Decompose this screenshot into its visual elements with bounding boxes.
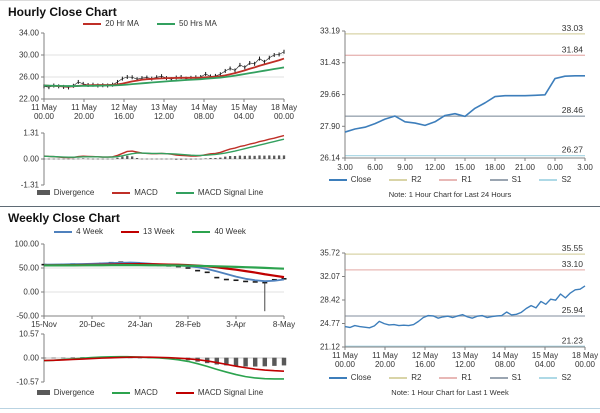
svg-text:50.00: 50.00 — [18, 263, 39, 273]
legend-label: R1 — [461, 373, 472, 382]
legend-line-swatch-icon — [112, 192, 130, 194]
hourly-price-chart — [0, 26, 300, 126]
svg-text:20.00: 20.00 — [374, 360, 396, 369]
legend-item-s1 — [490, 373, 522, 382]
legend-label: MACD Signal Line — [197, 188, 264, 197]
svg-text:11 May: 11 May — [372, 351, 398, 360]
svg-text:25.94: 25.94 — [561, 304, 583, 315]
legend-bar-swatch-icon — [37, 390, 50, 395]
legend-line-swatch-icon — [157, 23, 175, 25]
weekly-note: Note: 1 Hour Chart for Last 1 Week — [391, 388, 509, 397]
legend-line-swatch-icon — [176, 192, 194, 194]
legend-label: 40 Week — [214, 227, 246, 236]
day-close-chart — [300, 24, 600, 176]
legend-line-swatch-icon — [490, 377, 508, 379]
svg-text:18 May: 18 May — [571, 351, 599, 360]
svg-text:21.23: 21.23 — [561, 335, 583, 346]
svg-text:00.00: 00.00 — [273, 112, 295, 121]
legend-line-swatch-icon — [389, 179, 407, 181]
legend-label: MACD Signal Line — [197, 388, 264, 397]
top-border — [0, 0, 600, 1]
svg-text:0.00: 0.00 — [23, 154, 39, 164]
svg-text:26.27: 26.27 — [561, 144, 583, 155]
legend-item-macd-signal-line — [176, 188, 263, 197]
svg-text:3-Apr: 3-Apr — [226, 320, 246, 329]
week-close-hourly-legend — [300, 373, 600, 382]
svg-text:21.00: 21.00 — [514, 163, 536, 172]
legend-item-13-week — [121, 227, 174, 236]
legend-label: 13 Week — [143, 227, 175, 236]
svg-text:33.10: 33.10 — [561, 258, 583, 269]
weekly-close-chart — [0, 238, 300, 330]
svg-text:18.00: 18.00 — [484, 163, 506, 172]
svg-text:13 May: 13 May — [150, 103, 178, 112]
legend-item-divergence — [37, 388, 94, 397]
svg-text:08.00: 08.00 — [193, 112, 215, 121]
svg-text:04.00: 04.00 — [534, 360, 556, 369]
legend-label: S2 — [561, 373, 572, 382]
svg-text:35.55: 35.55 — [561, 243, 583, 254]
svg-text:15-Nov: 15-Nov — [31, 320, 57, 329]
svg-text:3.00: 3.00 — [337, 163, 353, 172]
legend-line-swatch-icon — [539, 179, 557, 181]
svg-text:35.72: 35.72 — [319, 248, 340, 258]
svg-text:16.00: 16.00 — [113, 112, 135, 121]
svg-text:20-Dec: 20-Dec — [79, 320, 105, 329]
legend-bar-swatch-icon — [37, 190, 50, 195]
section-divider — [0, 206, 600, 207]
hourly-macd-chart — [0, 126, 300, 188]
legend-line-swatch-icon — [539, 377, 557, 379]
svg-text:22.00: 22.00 — [18, 94, 39, 104]
weekly-macd-legend — [0, 388, 300, 397]
legend-item-r1 — [439, 373, 471, 382]
svg-text:3.00: 3.00 — [577, 163, 593, 172]
legend-label: R2 — [411, 175, 422, 184]
svg-text:12 May: 12 May — [110, 103, 138, 112]
legend-line-swatch-icon — [439, 377, 457, 379]
svg-text:14 May: 14 May — [190, 103, 218, 112]
legend-label: Divergence — [53, 188, 95, 197]
legend-label: 4 Week — [76, 227, 104, 236]
svg-text:31.43: 31.43 — [319, 58, 340, 68]
legend-label: MACD — [134, 188, 158, 197]
svg-text:24-Jan: 24-Jan — [127, 320, 153, 329]
svg-text:00.00: 00.00 — [334, 360, 356, 369]
svg-text:1.31: 1.31 — [23, 128, 39, 138]
legend-line-swatch-icon — [389, 377, 407, 379]
legend-item-divergence — [37, 188, 94, 197]
svg-text:28-Feb: 28-Feb — [175, 320, 201, 329]
legend-item-close — [329, 373, 371, 382]
svg-text:18 May: 18 May — [270, 103, 298, 112]
svg-text:11 May: 11 May — [31, 103, 57, 112]
hourly-section-title: Hourly Close Chart — [8, 5, 117, 19]
svg-text:24.77: 24.77 — [319, 319, 340, 328]
legend-label: S1 — [511, 373, 522, 382]
weekly-macd-chart — [0, 328, 300, 390]
svg-text:-1.31: -1.31 — [20, 180, 39, 190]
svg-text:9.00: 9.00 — [397, 163, 413, 172]
legend-item-s2 — [539, 175, 571, 184]
legend-line-swatch-icon — [439, 179, 457, 181]
legend-line-swatch-icon — [192, 231, 210, 233]
legend-label: Close — [350, 373, 372, 382]
svg-text:12.00: 12.00 — [424, 163, 446, 172]
svg-text:08.00: 08.00 — [494, 360, 516, 369]
legend-item-s1 — [490, 175, 522, 184]
svg-text:0.00: 0.00 — [23, 353, 39, 363]
svg-text:14 May: 14 May — [491, 351, 519, 360]
svg-text:10.57: 10.57 — [18, 329, 39, 339]
svg-text:26.14: 26.14 — [319, 153, 340, 163]
svg-text:11 May: 11 May — [332, 351, 358, 360]
hourly-note: Note: 1 Hour Chart for Last 24 Hours — [388, 190, 512, 199]
svg-text:28.42: 28.42 — [319, 295, 340, 305]
legend-line-swatch-icon — [112, 392, 130, 394]
svg-text:26.00: 26.00 — [18, 72, 39, 82]
svg-text:12.00: 12.00 — [454, 360, 476, 369]
svg-text:15 May: 15 May — [531, 351, 559, 360]
svg-text:11 May: 11 May — [71, 103, 97, 112]
svg-text:20.00: 20.00 — [73, 112, 95, 121]
week-close-hourly-chart — [300, 243, 600, 376]
legend-label: Divergence — [53, 388, 95, 397]
svg-text:12.00: 12.00 — [153, 112, 175, 121]
legend-item-r1 — [439, 175, 471, 184]
legend-label: 50 Hrs MA — [179, 19, 217, 28]
legend-line-swatch-icon — [329, 377, 347, 379]
svg-text:-10.57: -10.57 — [16, 377, 39, 387]
legend-item-macd-signal-line — [176, 388, 263, 397]
legend-label: R1 — [461, 175, 472, 184]
legend-label: S2 — [561, 175, 572, 184]
weekly-section-title: Weekly Close Chart — [8, 211, 120, 225]
svg-text:29.66: 29.66 — [319, 90, 340, 100]
svg-text:15 May: 15 May — [230, 103, 258, 112]
svg-text:-50.00: -50.00 — [16, 311, 39, 321]
legend-line-swatch-icon — [176, 392, 194, 394]
weekly-close-legend — [0, 227, 300, 236]
svg-text:34.00: 34.00 — [18, 28, 39, 38]
svg-text:33.19: 33.19 — [319, 26, 340, 36]
legend-line-swatch-icon — [83, 23, 101, 25]
legend-line-swatch-icon — [121, 231, 139, 233]
legend-item-r2 — [389, 373, 421, 382]
svg-text:31.84: 31.84 — [561, 44, 583, 55]
legend-item-macd — [112, 388, 158, 397]
svg-text:100.00: 100.00 — [14, 239, 39, 249]
legend-line-swatch-icon — [54, 231, 72, 233]
legend-item-close — [329, 175, 371, 184]
svg-text:8-May: 8-May — [272, 320, 296, 329]
hourly-macd-legend — [0, 188, 300, 197]
svg-text:28.46: 28.46 — [561, 105, 583, 116]
svg-text:0.00: 0.00 — [547, 163, 563, 172]
day-close-legend — [300, 175, 600, 184]
legend-item-s2 — [539, 373, 571, 382]
svg-text:30.00: 30.00 — [18, 50, 39, 60]
svg-text:16.00: 16.00 — [414, 360, 436, 369]
legend-label: S1 — [511, 175, 522, 184]
svg-text:00.00: 00.00 — [574, 360, 596, 369]
svg-text:04.00: 04.00 — [233, 112, 255, 121]
svg-text:27.90: 27.90 — [319, 121, 340, 131]
legend-label: MACD — [134, 388, 158, 397]
legend-label: 20 Hr MA — [105, 19, 139, 28]
svg-text:0.00: 0.00 — [23, 287, 39, 297]
svg-text:12 May: 12 May — [411, 351, 439, 360]
legend-item-r2 — [389, 175, 421, 184]
svg-text:13 May: 13 May — [451, 351, 479, 360]
legend-item-40-week — [192, 227, 245, 236]
svg-text:21.12: 21.12 — [319, 342, 340, 352]
svg-text:33.03: 33.03 — [561, 22, 583, 33]
svg-text:6.00: 6.00 — [367, 163, 383, 172]
legend-item-4-week — [54, 227, 103, 236]
legend-line-swatch-icon — [329, 179, 347, 181]
legend-label: Close — [350, 175, 372, 184]
svg-text:32.07: 32.07 — [319, 272, 340, 281]
svg-text:00.00: 00.00 — [33, 112, 55, 121]
svg-text:15.00: 15.00 — [454, 163, 476, 172]
legend-label: R2 — [411, 373, 422, 382]
bottom-divider — [0, 408, 600, 409]
legend-item-macd — [112, 188, 158, 197]
legend-line-swatch-icon — [490, 179, 508, 181]
